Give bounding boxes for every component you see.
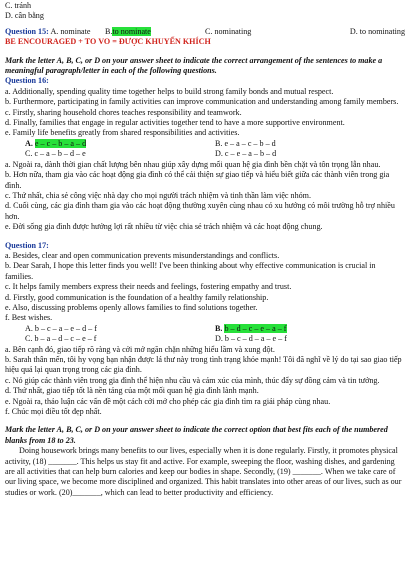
q16-sentence-b: b. Furthermore, participating in family activities can improve communication and understanding among family members.: [5, 97, 399, 107]
q17-option-c: C. b – a – d – c – e – f: [25, 334, 97, 344]
q15-grammar-note: BE ENCOURAGED + TO VO = ĐƯỢC KHUYẾN KHÍCH: [5, 37, 211, 47]
option-c-translation: C. tránh: [5, 1, 32, 10]
q17-sentence-e: e. Also, discussing problems openly allows families to find solutions together.: [5, 302, 258, 312]
q15-option-a: A. nominate: [50, 26, 91, 36]
option-d-translation: D. cân bằng: [5, 11, 44, 21]
q17-options-row-2: [5, 334, 405, 344]
q16-translation-b: b. Hơn nữa, tham gia vào các hoạt động gia đình có thể cải thiện sự giao tiếp và hiểu biết giữa các thành viên trong gia đình.: [5, 170, 390, 190]
q16-option-c: C. c – a – b – d – e: [25, 149, 86, 159]
q17-option-b-answer: b – d – c – e – a – f: [224, 323, 287, 333]
q16-option-a-prefix: A.: [25, 138, 33, 148]
q16-sentence-e: e. Family life benefits greatly from shared responsibilities and activities.: [5, 128, 240, 138]
q17-translation-a: a. Bên cạnh đó, giao tiếp rõ ràng và cởi mở ngăn chặn những hiểu lầm và xung đột.: [5, 344, 275, 354]
cloze-passage: Doing housework brings many benefits to our lives, especially when it is done regularly. Firstly, it promotes physical activity, (18) _______. This helps us stay fit and active. For example, sweeping the floor, washing dishes, and gardening are all activities that can help burn calories and keep our bodies in shape. Secondly, (19) _______. When we take care of our living space, we become more disciplined and organized. This habit translates into other areas of our lives, such as our studies or work. (20)_______, which can lead to better productivity and efficiency.: [5, 446, 402, 497]
q16-sentence-d: d. Finally, families that engage in regular activities together tend to have a more supportive environment.: [5, 118, 345, 128]
q16-translation-d: d. Cuối cùng, các gia đình tham gia vào các hoạt động thường xuyên cùng nhau có xu hướng có môi trường hỗ trợ nhiều hơn.: [5, 201, 395, 221]
q15-option-b-answer: to nominate: [112, 26, 151, 36]
q16-option-a-answer: e – c – b – a – d: [34, 138, 87, 148]
q15-option-c: C. nominating: [205, 26, 252, 36]
q17-option-d: D. b – c – d – a – e – f: [215, 334, 287, 344]
question-15-label: Question 15:: [5, 26, 49, 36]
q16-option-d: D. c – e – a – b – d: [215, 149, 277, 159]
cloze-instructions: Mark the letter A, B, C, or D on your answer sheet to indicate the correct option that best fits each of the numbered blanks from 18 to 23.: [5, 425, 388, 445]
q17-options-row-1: [5, 324, 405, 334]
arrangement-instructions: Mark the letter A, B, C, or D on your answer sheet to indicate the correct arrangement of the sentences to make a meaningful paragraph/letter in each of the following questions.: [5, 55, 383, 76]
q17-translation-e: e. Ngoài ra, thảo luận các vấn đề một cách cởi mở cho phép các gia đình tìm ra giải pháp cùng nhau.: [5, 396, 331, 406]
q16-option-b: B. e – a – c – b – d: [215, 138, 276, 148]
question-17-label: Question 17:: [5, 240, 49, 250]
q17-sentence-f: f. Best wishes.: [5, 313, 53, 323]
q16-options-row-1: [5, 139, 405, 149]
q16-options-row-2: [5, 149, 405, 159]
q15-option-d: D. to nominating: [349, 26, 405, 36]
question-15-row: [5, 27, 405, 37]
q16-translation-a: a. Ngoài ra, dành thời gian chất lượng bên nhau giúp xây dựng mối quan hệ gia đình bền chặt và tôn trọng lẫn nhau.: [5, 159, 381, 169]
q17-sentence-a: a. Besides, clear and open communication prevents misunderstandings and conflicts.: [5, 250, 280, 260]
q17-translation-d: d. Thứ nhất, giao tiếp tốt là nền tảng của một mối quan hệ gia đình lành mạnh.: [5, 386, 259, 396]
question-16-label: Question 16:: [5, 76, 49, 86]
q16-sentence-a: a. Additionally, spending quality time together helps to build strong family bonds and mutual respect.: [5, 86, 334, 96]
q17-sentence-d: d. Firstly, good communication is the foundation of a healthy family relationship.: [5, 292, 269, 302]
q17-sentence-c: c. It helps family members express their needs and feelings, fostering empathy and trust.: [5, 282, 292, 292]
q15-option-b-prefix: B.: [105, 26, 113, 36]
q17-translation-f: f. Chúc mọi điều tốt đẹp nhất.: [5, 407, 102, 417]
q16-translation-c: c. Thứ nhất, chia sẻ công việc nhà dạy cho mọi người trách nhiệm và tinh thần làm việc nhóm.: [5, 190, 311, 200]
q17-sentence-b: b. Dear Sarah, I hope this letter finds you well! I've been thinking about why effective communication is crucial in families.: [5, 261, 376, 281]
q17-translation-c: c. Nó giúp các thành viên trong gia đình thể hiện nhu cầu và cảm xúc của mình, thúc đẩy sự đồng cảm và tin tưởng.: [5, 375, 380, 385]
q17-translation-b: b. Sarah thân mến, tôi hy vọng bạn nhận được lá thư này trong tình trạng khỏe mạnh! Tôi đã nghĩ về lý do tại sao giao tiếp hiệu quả lại quan trọng trong các gia đình.: [5, 355, 402, 375]
q17-option-b-prefix: B.: [215, 323, 223, 333]
q16-sentence-c: c. Firstly, sharing household chores teaches responsibility and teamwork.: [5, 107, 242, 117]
q16-translation-e: e. Đời sống gia đình được hưởng lợi rất nhiều từ việc chia sẻ trách nhiệm và các hoạt động chung.: [5, 222, 323, 232]
q17-option-a: A. b – c – a – e – d – f: [25, 323, 97, 333]
